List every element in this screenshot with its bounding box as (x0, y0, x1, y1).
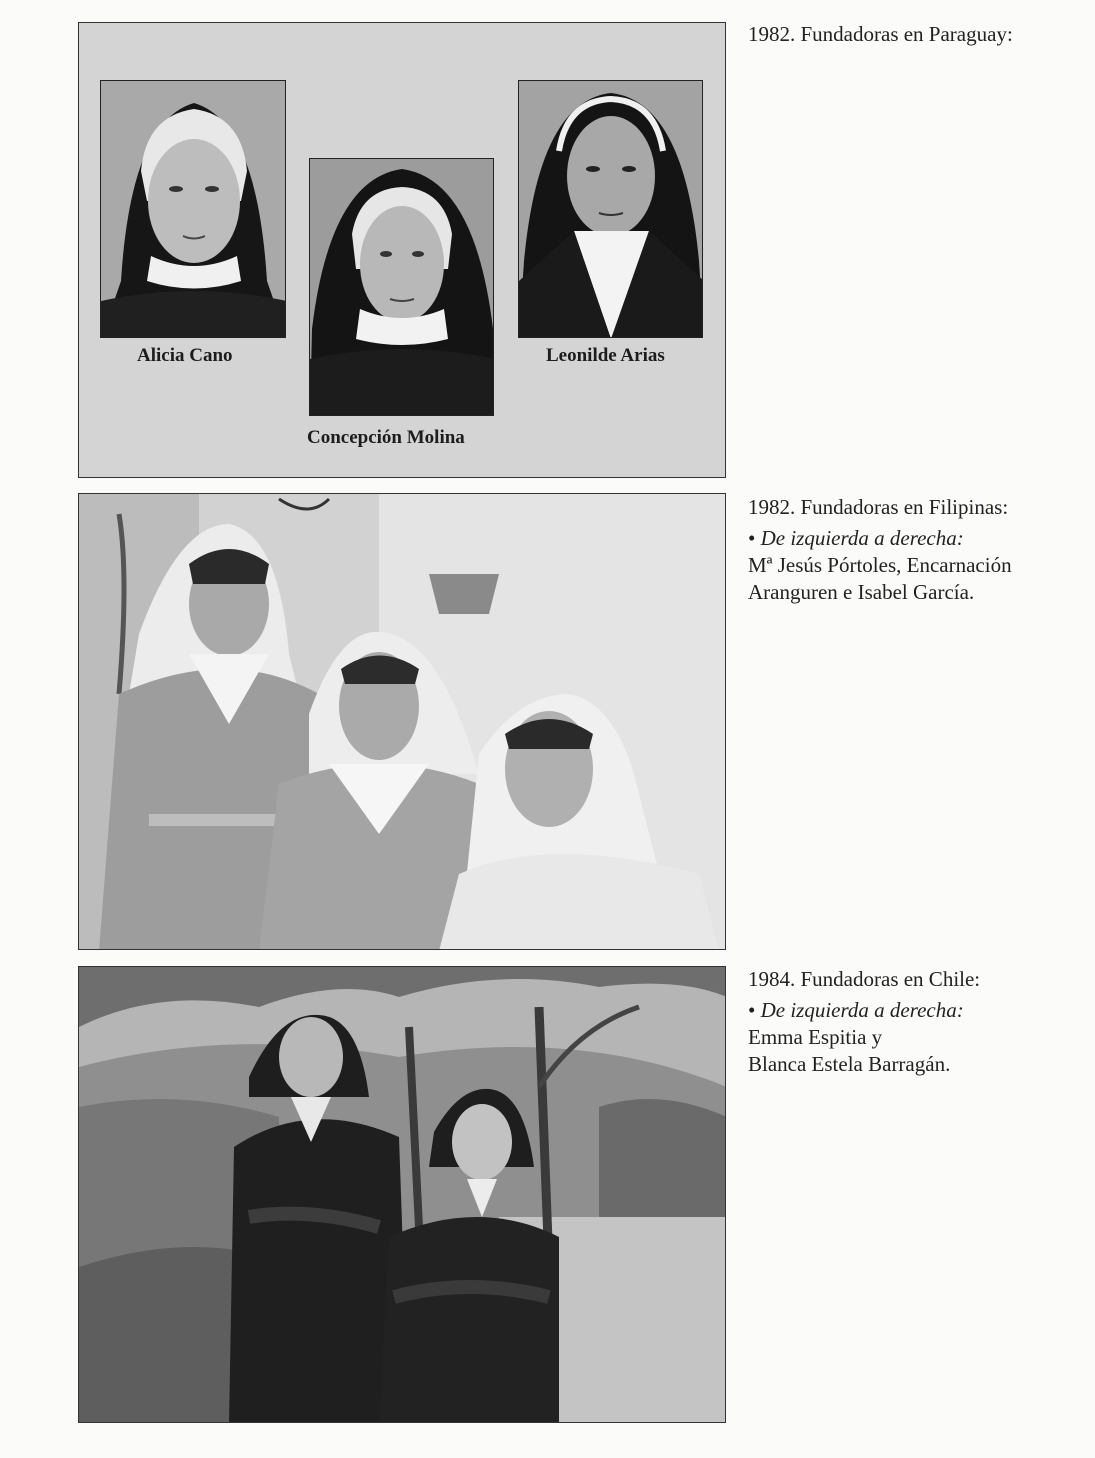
caption-leonilde-arias: Leonilde Arias (546, 345, 665, 366)
caption-block-paraguay (748, 21, 1048, 48)
heading-paraguay (748, 21, 1048, 48)
caption-alicia-cano: Alicia Cano (137, 345, 233, 366)
names-line-chile-2: Blanca Estela Barragán. (748, 1052, 951, 1076)
heading-text-chile: Fundadoras en Chile: (800, 967, 981, 991)
heading-text-filipinas: Fundadoras en Filipinas: (800, 495, 1009, 519)
paraguay-photo-panel (78, 22, 726, 478)
portrait-concepcion-molina (309, 158, 494, 416)
year-filipinas: 1982. (748, 495, 796, 519)
portrait-leonilde-arias (518, 80, 703, 338)
caption-block-chile (748, 966, 1048, 1078)
filipinas-photo (78, 493, 726, 950)
chile-photo (78, 966, 726, 1423)
caption-concepcion-molina: Concepción Molina (307, 427, 465, 448)
bullet-chile: • (748, 998, 756, 1022)
heading-text-paraguay: Fundadoras en Paraguay: (800, 22, 1013, 46)
subtitle-filipinas (748, 525, 1048, 552)
names-line-filipinas-1: Mª Jesús Pórtoles, Encarnación (748, 553, 1012, 577)
names-line-filipinas-2: Aranguren e Isabel García. (748, 580, 975, 604)
year-chile: 1984. (748, 967, 796, 991)
subtitle-text-chile: De izquierda a derecha: (760, 998, 964, 1022)
portrait-alicia-cano (100, 80, 286, 338)
subtitle-text-filipinas: De izquierda a derecha: (760, 526, 964, 550)
bullet-filipinas: • (748, 526, 756, 550)
heading-chile (748, 966, 1048, 993)
year-paraguay: 1982. (748, 22, 796, 46)
heading-filipinas (748, 494, 1048, 521)
names-line-chile-1: Emma Espitia y (748, 1025, 883, 1049)
subtitle-chile (748, 997, 1048, 1024)
caption-block-filipinas (748, 494, 1048, 606)
